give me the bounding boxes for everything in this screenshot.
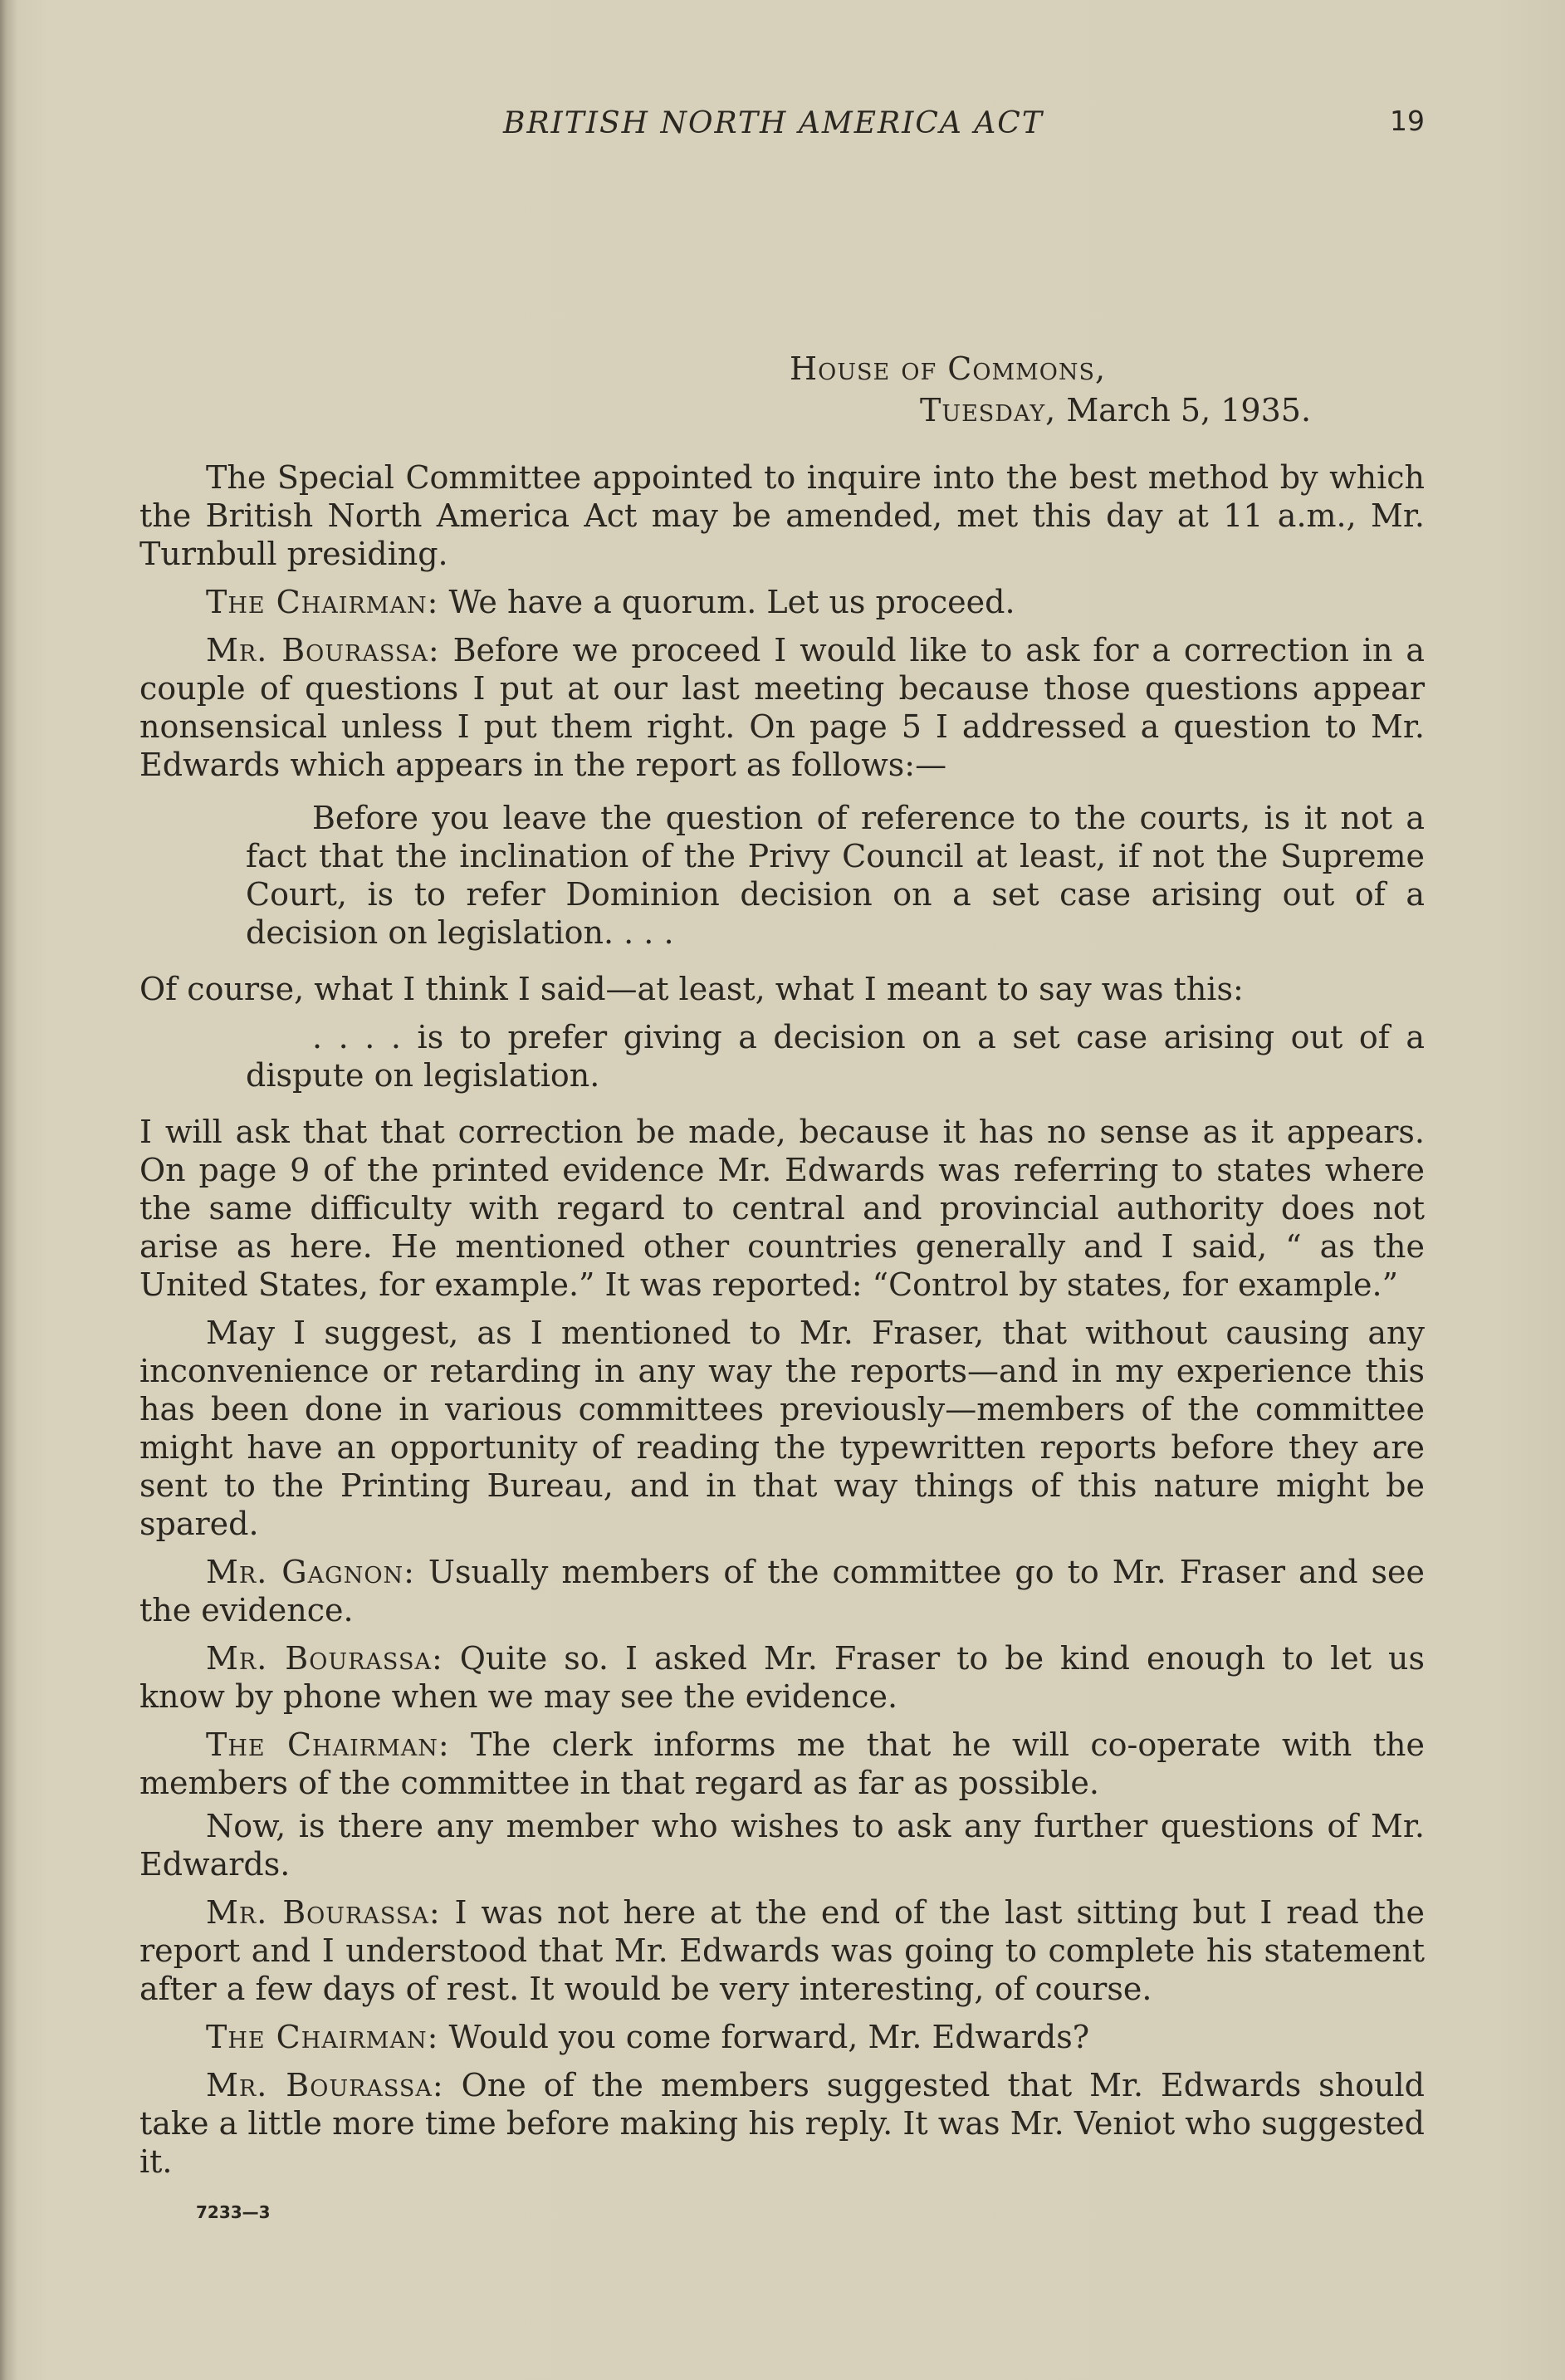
speaker-label: Mr. Bourassa: — [206, 632, 440, 668]
running-title: BRITISH NORTH AMERICA ACT — [503, 106, 1044, 140]
suggestion-paragraph: May I suggest, as I mentioned to Mr. Fraser, that without causing any inconvenience or retarding in any way the reports—and in my experience this has been done in various committees previously—members of the committee might have an opportunity of reading the typewritten reports before they are sent to the Printing Bureau, and in that way things of this nature might be spared. — [139, 1315, 1425, 1542]
speech-text: Usually members of the committee go to Mr. Fraser and see the evidence. — [139, 1554, 1425, 1628]
opening-paragraph: The Special Committee appointed to inquire into the best method by which the British North America Act may be amended, met this day at 11 a.m., Mr. Turnbull presiding. — [139, 459, 1425, 572]
bourassa-remark-3 — [139, 1893, 1425, 2008]
chairman-remark-3 — [139, 2018, 1425, 2056]
printer-signature-mark: 7233—3 — [196, 2202, 271, 2222]
minutes-body — [139, 458, 1425, 2191]
dateline-date — [920, 392, 1311, 428]
speech-text: One of the members suggested that Mr. Edwards should take a little more time before making his reply. It was Mr. Veniot who suggested it. — [139, 2067, 1425, 2180]
correction-detail-paragraph: I will ask that that correction be made, because it has no sense as it appears. On page 9 of the printed evidence Mr. Edwards was referring to states where the same difficulty with regard to central and provincial authority does not arise as here. He mentioned other countries generally and I said, “ as the United States, for example.” It was reported: “Control by states, for example.” — [139, 1114, 1425, 1303]
bourassa-remark-2 — [139, 1639, 1425, 1716]
gagnon-remark — [139, 1553, 1425, 1629]
bourassa-remark-1 — [139, 631, 1425, 784]
speaker-label: Mr. Bourassa: — [206, 1894, 441, 1931]
bourassa-remark-4 — [139, 2066, 1425, 2181]
correction-paragraph: Of course, what I think I said—at least, what I meant to say was this: — [139, 971, 1244, 1007]
speech-text: We have a quorum. Let us proceed. — [438, 584, 1015, 620]
block-quote-1: Before you leave the question of reference to the courts, is it not a fact that the inclination of the Privy Council at least, if not the Supreme Court, is to refer Dominion decision on a set case arising out of a decision on legislation. . . . — [246, 800, 1425, 951]
chairman-remark-2 — [139, 1726, 1425, 1802]
speech-text: I was not here at the end of the last sitting but I read the report and I understood that Mr. Edwards was going to complete his statement after a few days of rest. It would be very interesting, of course. — [139, 1894, 1425, 2007]
dateline-day: Tuesday, — [920, 392, 1057, 428]
dateline-place — [790, 350, 1106, 387]
chairman-remark-1 — [139, 583, 1425, 621]
chairman-question: Now, is there any member who wishes to ask any further questions of Mr. Edwards. — [139, 1808, 1425, 1883]
dateline-place-text: House of Commons, — [790, 350, 1107, 387]
speaker-label: Mr. Bourassa: — [206, 1640, 443, 1677]
speaker-label: The Chairman: — [206, 2019, 439, 2055]
block-quote-2: . . . . is to prefer giving a decision on a set case arising out of a dispute on legislation. — [246, 1019, 1425, 1094]
running-head — [0, 106, 1565, 156]
dateline-date-text: March 5, 1935. — [1056, 392, 1312, 428]
speech-text: The clerk informs me that he will co-operate with the members of the committee in that regard as far as possible. — [139, 1726, 1425, 1801]
page-number: 19 — [1390, 105, 1425, 137]
speech-text: Before we proceed I would like to ask for a correction in a couple of questions I put at our last meeting because those questions appear nonsensical unless I put them right. On page 5 I addressed a question to Mr. Edwards which appears in the report as follows:— — [139, 632, 1425, 783]
speaker-label: The Chairman: — [206, 1726, 450, 1763]
speech-text: Quite so. I asked Mr. Fraser to be kind enough to let us know by phone when we may see the evidence. — [139, 1640, 1425, 1715]
speaker-label: Mr. Gagnon: — [206, 1554, 415, 1590]
speaker-label: Mr. Bourassa: — [206, 2067, 444, 2103]
speaker-label: The Chairman: — [206, 584, 439, 620]
speech-text: Would you come forward, Mr. Edwards? — [438, 2019, 1090, 2055]
